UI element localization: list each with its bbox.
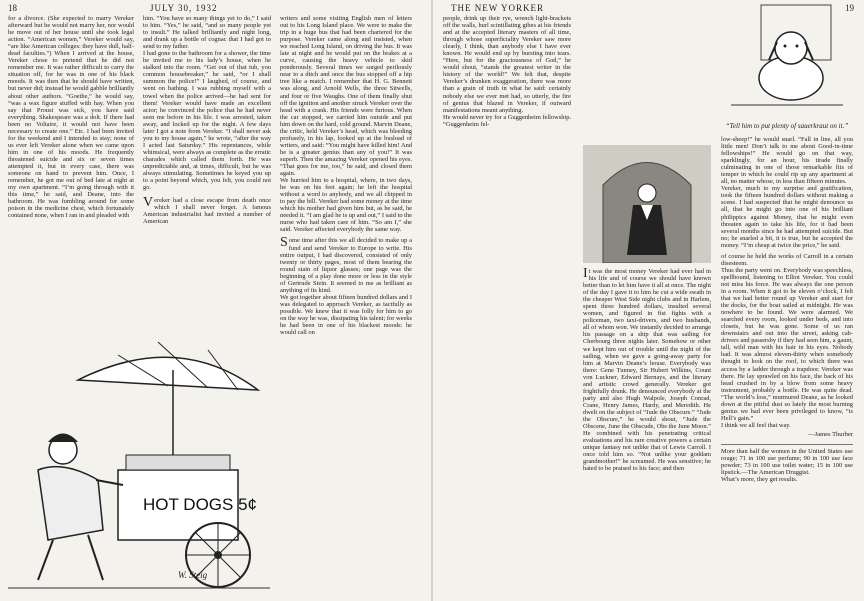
paragraph: We hurried him to a hospital, where, in two days, he was on his feet again; he left the hospital without a word to anybody, and we all chipped in to pay the bill. Vereker had some money at the time which his mother had given him but, as he said, he needed it. “I am glad he is up and out,” I said to the nurse who had taken care of him. “So am I,” she said. Vereker affected everybody the same way. — [280, 177, 412, 234]
paragraph: Vereker, much to my surprise and gratification, took the fifteen hundred dollars without making a scene. I had suspected that he might denounce us all, that he might go into one of his brilliant philippics against Money, that he might even threaten again to take his life, for it had been several months since he had attempted suicide. But no; he snarled a bit, it is true, but he accepted the money. “I’m cheap at twice the price,” he said. — [721, 185, 853, 249]
cart-sign: HOT DOGS 5¢ — [143, 495, 257, 514]
footnote-tail: What’s more, they get results. — [721, 476, 798, 484]
paragraph: Thus the party went on. Everybody was speechless, spellbound, listening to Elliot Vereker. You could not miss his force. He was always the one person in a room. When it got to be eleven o’clock, I felt that we had better round up Vereker and start for the docks, for the boat sailed at midnight. He was nowhere to be found. We were alarmed. We searched every room, looked under beds, and into closets, but he was gone. Some of us ran downstairs and out into the street, asking cab-drivers and passersby if they had seen him, a gaunt, tall, wild man with his hair in his eyes. Nobody had. It was almost eleven-thirty when somebody thought to look on the roof, to which there was access by a ladder through a trapdoor. Vereker was there. He lay sprawled on his face, the back of his head crushed in by a blow from some heavy instrument, probably a bottle. He was quite dead. “The world’s loss,” murmured Deane, as he looked down at the pitiful dust so lately the most burning genius we had ever been privileged to know, “is Hell’s gain.” — [721, 266, 853, 422]
magazine-title: THE NEW YORKER — [451, 3, 544, 13]
paragraph: Vereker had a close escape from death once which I shall never forget. A famous American industrialist had invited a number of American — [143, 195, 271, 226]
paragraph: Some time after this we all decided to make up a fund and send Vereker to Europe to write. His entire output, I had discovered, consisted of only twenty or thirty pages, most of them bearing the round stain of liquor glasses; one page was the beginning of a play done more or less in the style of Gertrude Stein. It seemed to me as brilliant as anything of its kind. — [280, 235, 412, 294]
artist-signature: W. Steig — [178, 570, 208, 580]
paragraph: We got together about fifteen hundred dollars and I was delegated to approach Vereker, as tactfully as possible. We knew that it was folly for him to go on the way he was, dissipating his talent; for weeks he had been in one of his blackest moods: he would call on — [280, 293, 412, 337]
paragraph: for a divorce. (She expected to marry Vereker afterward but he would not marry her, nor would he move out of her house until she took legal action. “American women,” Vereker would say, “are like American colleges: they have dull, half-dead faculties.”) When I arrived at the house, Vereker chose to pretend that he did not remember me. It was rather difficult to carry the situation off, for he was in one of his black moods. It was then that he should have written, but never did; instead he would gabble brilliantly about other authors. “Goethe,” he would say, “was a wax figure stuffed with hay. When you say that Proust was sick, you have said everything. Shakespeare was a dolt. If there had been no Voltaire, it would not have been necessary to create one.” Etc. I had been invited for the weekend and I intended to stay; none of us ever left Vereker alone when we came upon him in one of his moods. He frequently threatened suicide and six or seven times attempted it, but in every case, there was someone on hand to prevent him. Once, I remember, he got me out of bed late at night at my own apartment. “I’m going through with it this time,” he said, and Deane, into the bathroom. He was fumbling around for some poison in the medicine chest, which fortunately contained none, when I ran in and pleaded with — [8, 15, 134, 220]
left-column-1 — [8, 15, 134, 219]
author-signature: —James Thurber — [808, 430, 853, 438]
footnote-text: More than half the women in the United States use rouge; 71 in 100 use perfume; 90 in 100 use face powder; 73 in 100 use toilet water; 15 in 100 use lipstick.—The American Druggist. — [721, 447, 853, 477]
dog-illustration — [721, 0, 853, 118]
left-page-number: 18 — [8, 3, 17, 13]
hot-dog-cart-illustration — [8, 330, 270, 598]
footnote — [721, 444, 853, 483]
right-column-1 — [443, 15, 571, 128]
right-column-2 — [583, 268, 711, 472]
paragraph: him. “You have so many things yet to do,” I said to him. “Yes,” he said, “and so many people yet to insult.” He talked brilliantly and night long, and drank up a bottle of cognac that I had got to send to my father. — [143, 15, 271, 51]
paragraph: It was the most money Vereker had ever had in his life and of course we should have known better than to let him have it all at once. The night of the day I gave it to him he cut a wide swath in the cheaper West Side night clubs and in Harlem, spent three hundred dollars, insulted several women, and figured in fist fights with a policeman, two taxi-drivers, and two husbands, all of whom won. We instantly decided to arrange his passage on a ship that was sailing for Cherbourg three nights later. Somehow or other we kept him out of trouble until the night of the sailing, when we gave a going-away party for him at Marvin Deane’s house. Everybody was there: Gene Tunney, Sir Hubert Wilkins, Count von Luckner, Edward Bernays, and the literary and artistic crowd generally. Vereker got frightfully drunk. He denounced everybody at the party and also Hugh Walpole, Joseph Conrad, Crane, Henry James, Hardy, and Meredith. He dwelt on the subject of “Jude the Obscure.” “Jude the Obscure,” he would shout, “Jude the Obscene, June the Obscude, Obs the June Moon.” He combined with his penetrating critical evaluations and his rare creative powers a certain unique fantasy not unlike that of Lewis Carroll. I once told him so. “Not unlike your goddam grandmother!” he screamed. He was sensitive; he hated to be praised to his face; and then — [583, 266, 711, 473]
paragraph: low-sheep!” he would snarl. “Fall in line, all you little men! Don’t talk to me about Good-in-time fellowships!” He would go on that way, sparklingly, for an hour, his tirade finally culminating in one of those remarkable fits of temper in which he could rip up any apartment at all, no matter whose, in less than fifteen minutes. — [721, 136, 853, 186]
left-page — [0, 0, 431, 601]
paragraph: He would never try for a Guggenheim fellowship. “Guggenheim fel- — [443, 113, 571, 128]
right-column-3 — [721, 0, 853, 483]
left-column-3 — [280, 15, 412, 336]
paragraph: writers and some visiting English men of letters out to his Long Island place. We were to make the trip in a huge bus that had been chartered for the purpose. Vereker came along and insisted, when we reached Long Island, on driving the bus. It was late at night and he would put on the brakes at a curve, causing the heavy vehicle to skid ponderously. Several times we surged perilously near to a ditch and once the bus stopped off a hip tree like a match. I remember that H. G. Bennett was along, and Arnold Wells, the three Sitwells, and four or five Waughs. One of them finally shut off the ignition and another struck Vereker over the head with a crank. His friends were furious. When the car stopped, we carried him outside and put him down on the hard, cold ground. Marvin Deane, the critic, held Vereker’s head, which was bleeding profusely, in his lap, looked up at the busload of writers, and said: “You might have killed him! And he is a greater genius than any of you!” It was superb. Then the amazing Vereker opened his eyes. “That goes for me, too,” he said, and closed them again. — [280, 15, 412, 178]
paragraph: I had gone to the bathroom for a shower, the time he invited me to his lady’s house, when he stalked into the room. “Get out of that tub, you common housebreaker,” he said, “or I shall summon the police!” I laughed, of course, and went on bathing. I was rubbing myself with a towel when the police arrived—he had sent for them! Vereker would have made an excellent actor; he convinced the police that he had never seen me before in his life. I was arrested, taken away, and locked up for the night. A few days later I got a note from Vereker. “I shall never ask you to my house again,” he wrote, “after the way I acted last Saturday.” His repentances, while whimsical, were always as complete as the erratic charades which called them forth. He was unpredictable and, at times, difficult, but he was always stimulating. Sometimes he keyed you up to a point beyond which, you felt, you could not go. — [143, 50, 271, 192]
issue-date: JULY 30, 1932 — [150, 3, 218, 13]
paragraph: of course he held the works of Carroll in a certain disesteem. — [721, 252, 853, 267]
man-in-archway-illustration — [583, 145, 711, 263]
right-page — [433, 0, 864, 601]
left-column-2 — [143, 15, 271, 225]
paragraph: people, drink up their rye, wrench light-brackets off the walls, hurl scintillating gibes at his friends and at the accepted literary masters of all time, through whose superficiality Vereker saw more clearly, I think, than anybody else I have ever known. He would end up by bursting into tears. “Here, but for the graciousness of God,” he would shout, “stands the greatest writer in the history of the world!” We felt that, despite Vereker’s drunken exaggeration, there was more than a grain of truth in what he said: certainly nobody else we ever met had, so utterly, the fire of genius that blazed in Vereker, if outward manifestations meant anything. — [443, 15, 571, 114]
cartoon-caption: “Tell him to put plenty of sauerkraut on it.” — [725, 122, 849, 130]
paragraph: I think we all feel that way. — [721, 421, 791, 429]
right-page-number: 19 — [845, 3, 854, 13]
